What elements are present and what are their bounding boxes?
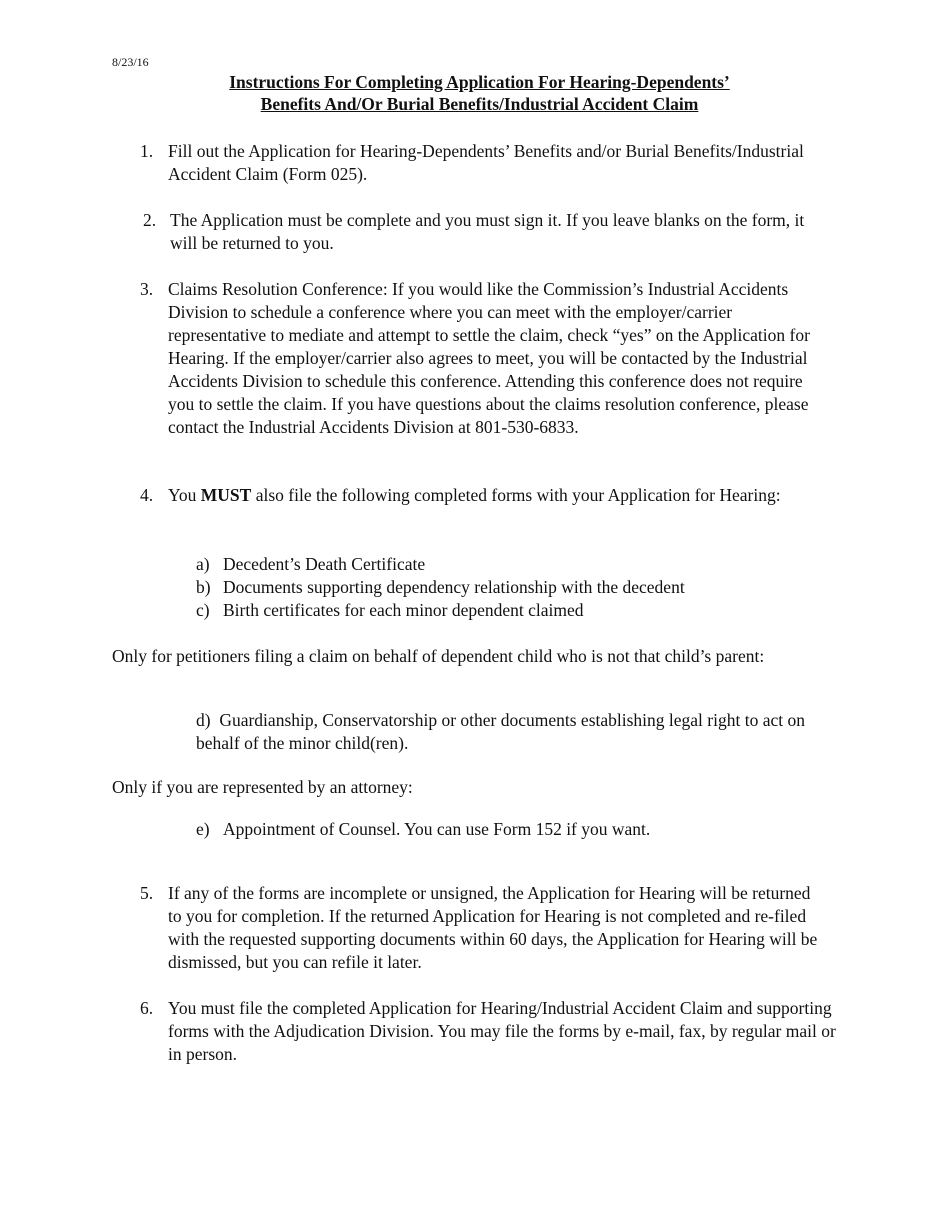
item-text-start: You — [168, 485, 201, 505]
sub-item-letter: d) — [196, 710, 211, 730]
document-date: 8/23/16 — [112, 55, 149, 69]
attorney-note: Only if you are represented by an attorney: — [112, 777, 413, 797]
title-line-2: Benefits And/Or Burial Benefits/Industrial Accident Claim — [260, 94, 699, 114]
item-number: 6. — [140, 998, 154, 1018]
item-text: Fill out the Application for Hearing-Dependents’ Benefits and/or Burial Benefits/Industrial Accident Claim (Form 025). — [168, 141, 804, 184]
item-text: Claims Resolution Conference: If you would like the Commission’s Industrial Accidents Division to schedule a conference where you can meet with the employer/carrier representative to mediate and attempt to settle the claim, check “yes” on the Application for Hearing. If the employer/carrier also agrees to meet, you will be contacted by the Industrial Accidents Division to schedule this conference. Attending this conference does not require you to settle the claim. If you have questions about the claims resolution conference, please contact the Industrial Accidents Division at 801-530-6833. — [168, 279, 810, 437]
title-line-1: Instructions For Completing Application For Hearing-Dependents’ — [229, 72, 730, 92]
sub-item-d — [196, 709, 841, 755]
petitioner-note: Only for petitioners filing a claim on behalf of dependent child who is not that child’s parent: — [112, 646, 765, 666]
sub-item-text: Decedent’s Death Certificate — [223, 554, 426, 574]
sub-item-text: Appointment of Counsel. You can use Form 152 if you want. — [223, 819, 651, 839]
sub-item-text: Documents supporting dependency relationship with the decedent — [223, 577, 685, 597]
item-number: 3. — [140, 279, 154, 299]
sub-item-letter: e) — [196, 819, 210, 839]
emphasis-must: MUST — [200, 485, 252, 505]
item-text: The Application must be complete and you must sign it. If you leave blanks on the form, it will be returned to you. — [170, 210, 805, 253]
item-number: 1. — [140, 141, 154, 161]
item-text — [168, 484, 788, 507]
item-number: 2. — [143, 210, 157, 230]
sub-item-text: Guardianship, Conservatorship or other documents establishing legal right to act on behalf of the minor child(ren). — [196, 710, 805, 753]
item-text: You must file the completed Application for Hearing/Industrial Accident Claim and supporting forms with the Adjudication Division. You may file the forms by e-mail, fax, by regular mail or in person. — [168, 998, 836, 1064]
item-text-end: also file the following completed forms with your Application for Hearing: — [251, 485, 781, 505]
item-number: 5. — [140, 883, 154, 903]
item-number: 4. — [140, 485, 154, 505]
sub-item-letter: c) — [196, 600, 210, 620]
sub-item-text: Birth certificates for each minor dependent claimed — [223, 600, 584, 620]
sub-item-letter: b) — [196, 577, 211, 597]
document-title — [112, 71, 847, 115]
sub-item-letter: a) — [196, 554, 210, 574]
item-text: If any of the forms are incomplete or unsigned, the Application for Hearing will be returned to you for completion. If the returned Application for Hearing is not completed and re-filed with the requested supporting documents within 60 days, the Application for Hearing will be dismissed, but you can refile it later. — [168, 883, 818, 972]
